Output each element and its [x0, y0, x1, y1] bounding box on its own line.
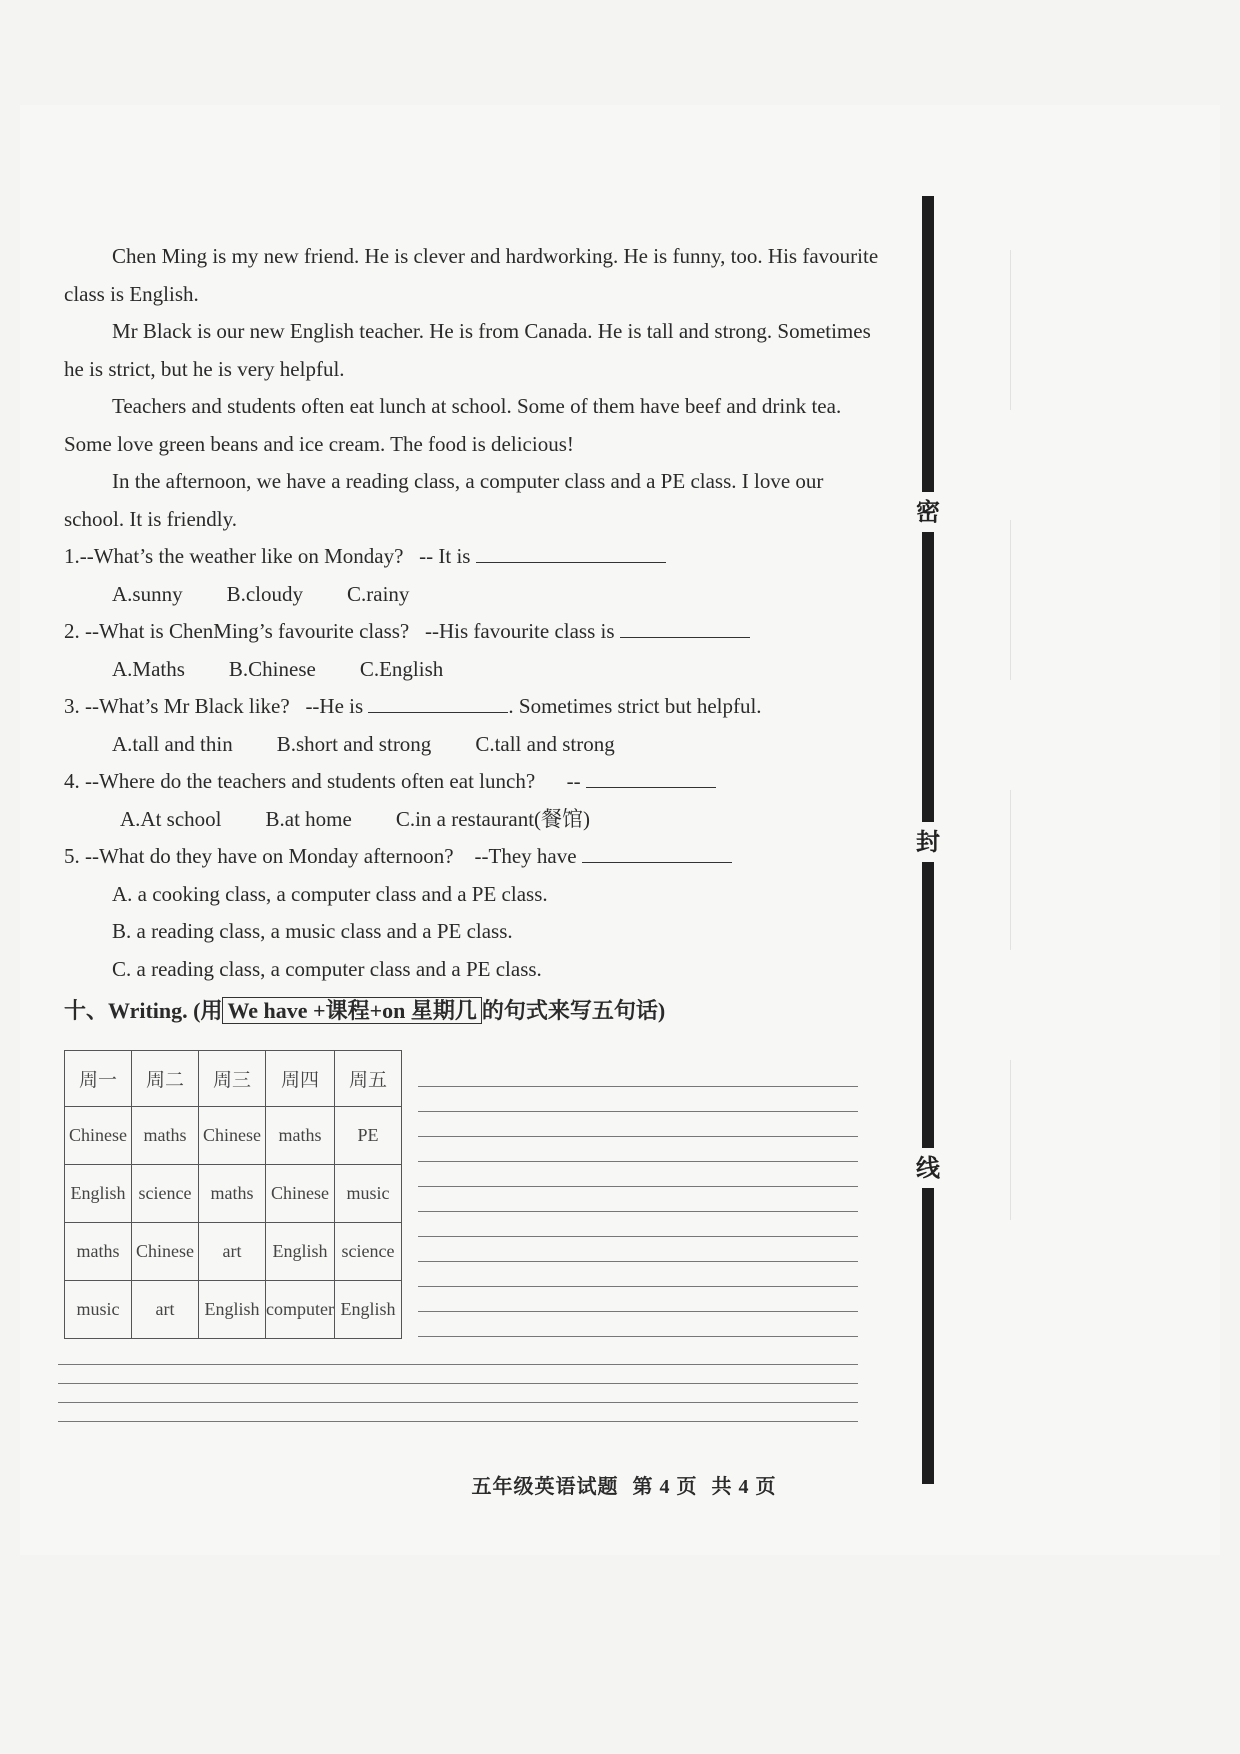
schedule-cell: English — [334, 1281, 401, 1339]
answer-suffix: . Sometimes strict but helpful. — [508, 694, 762, 718]
schedule-cell: music — [334, 1165, 401, 1223]
question-text: 3. --What’s Mr Black like? — [64, 694, 290, 718]
option[interactable]: A.At school — [120, 806, 222, 831]
option[interactable]: A.Maths — [112, 656, 185, 681]
binding-label-mi: 密 — [908, 492, 948, 532]
writing-heading — [64, 992, 884, 1030]
writing-line[interactable] — [418, 1062, 858, 1087]
question-text: 2. --What is ChenMing’s favourite class? — [64, 619, 410, 643]
schedule-cell: Chinese — [132, 1223, 199, 1281]
schedule-cell: maths — [266, 1107, 335, 1165]
margin-guide — [1000, 1060, 1011, 1220]
footer-title: 五年级英语试题 — [471, 1476, 619, 1498]
option[interactable]: C.English — [359, 656, 444, 681]
answer-prompt: --He is — [305, 694, 364, 718]
writing-line[interactable] — [418, 1087, 858, 1112]
schedule-table — [64, 1050, 402, 1339]
answer-blank[interactable] — [368, 688, 508, 713]
day-header: 周三 — [199, 1051, 266, 1107]
writing-line[interactable] — [58, 1384, 858, 1403]
day-header: 周一 — [65, 1051, 132, 1107]
writing-line[interactable] — [58, 1346, 858, 1365]
option[interactable]: B.short and strong — [276, 731, 432, 756]
binding-label-xian: 线 — [908, 1148, 948, 1188]
margin-guide — [1000, 520, 1011, 680]
question-text: 1.--What’s the weather like on Monday? — [64, 544, 404, 568]
schedule-cell: music — [65, 1281, 132, 1339]
question-5 — [64, 838, 884, 876]
margin-guide — [1000, 790, 1011, 950]
writing-line[interactable] — [418, 1112, 858, 1137]
writing-line[interactable] — [418, 1237, 858, 1262]
answer-blank[interactable] — [620, 613, 750, 638]
schedule-row — [65, 1165, 402, 1223]
option[interactable]: A.sunny — [112, 581, 183, 606]
option[interactable]: C.rainy — [347, 581, 410, 606]
question-4 — [64, 763, 884, 801]
writing-prefix: 十、Writing. (用 — [64, 998, 223, 1023]
answer-prompt: --They have — [474, 844, 577, 868]
schedule-cell: Chinese — [266, 1165, 335, 1223]
schedule-cell: English — [266, 1223, 335, 1281]
schedule-cell: science — [132, 1165, 199, 1223]
question-text: 5. --What do they have on Monday afternoon? — [64, 844, 454, 868]
option[interactable]: C. a reading class, a computer class and a PE class. — [112, 956, 542, 981]
schedule-cell: computer — [266, 1281, 335, 1339]
writing-line[interactable] — [418, 1137, 858, 1162]
option[interactable]: B.Chinese — [228, 656, 316, 681]
answer-blank[interactable] — [476, 538, 666, 563]
question-1 — [64, 538, 884, 576]
answer-prompt: -- — [566, 769, 581, 793]
writing-line[interactable] — [418, 1212, 858, 1237]
writing-line[interactable] — [418, 1287, 858, 1312]
options-3 — [64, 726, 884, 764]
schedule-cell: PE — [334, 1107, 401, 1165]
question-text: 4. --Where do the teachers and students often eat lunch? — [64, 769, 536, 793]
schedule-cell: English — [199, 1281, 266, 1339]
option[interactable]: A.tall and thin — [112, 731, 233, 756]
schedule-cell: maths — [199, 1165, 266, 1223]
writing-line[interactable] — [418, 1162, 858, 1187]
options-1 — [64, 576, 884, 614]
writing-line[interactable] — [418, 1187, 858, 1212]
schedule-cell: Chinese — [65, 1107, 132, 1165]
option[interactable]: C.tall and strong — [475, 731, 615, 756]
margin-guide — [1000, 250, 1011, 410]
option[interactable]: C.in a restaurant(餐馆) — [395, 806, 591, 831]
schedule-row — [65, 1107, 402, 1165]
options-4 — [64, 801, 884, 839]
schedule-cell: English — [65, 1165, 132, 1223]
writing-pattern-box: We have +课程+on 星期几 — [222, 997, 481, 1024]
reading-section — [64, 238, 884, 1030]
schedule-cell: Chinese — [199, 1107, 266, 1165]
options-5 — [64, 876, 884, 989]
writing-suffix: 的句式来写五句话) — [481, 998, 666, 1023]
writing-lines-bottom[interactable] — [58, 1346, 858, 1422]
day-header: 周二 — [132, 1051, 199, 1107]
binding-label-feng: 封 — [908, 822, 948, 862]
schedule-row — [65, 1223, 402, 1281]
answer-prompt: -- It is — [419, 544, 471, 568]
schedule-cell: maths — [132, 1107, 199, 1165]
option[interactable]: A. a cooking class, a computer class and a PE class. — [112, 881, 548, 906]
footer-page-number: 第 4 页 — [632, 1476, 698, 1498]
option[interactable]: B.cloudy — [226, 581, 304, 606]
writing-line[interactable] — [418, 1312, 858, 1337]
passage-paragraph: Teachers and students often eat lunch at school. Some of them have beef and drink tea. Some love green beans and ice cream. The food is delicious! — [64, 394, 842, 456]
answer-blank[interactable] — [586, 763, 716, 788]
answer-prompt: --His favourite class is — [425, 619, 615, 643]
passage-paragraph: Mr Black is our new English teacher. He is from Canada. He is tall and strong. Sometimes he is strict, but he is very helpful. — [64, 319, 871, 381]
schedule-cell: art — [132, 1281, 199, 1339]
answer-blank[interactable] — [582, 838, 732, 863]
question-3 — [64, 688, 884, 726]
schedule-row — [65, 1281, 402, 1339]
question-2 — [64, 613, 884, 651]
day-header: 周四 — [266, 1051, 335, 1107]
passage-paragraph: In the afternoon, we have a reading class, a computer class and a PE class. I love our school. It is friendly. — [64, 469, 824, 531]
schedule-cell: science — [334, 1223, 401, 1281]
option[interactable]: B.at home — [265, 806, 352, 831]
options-2 — [64, 651, 884, 689]
page-footer — [0, 1470, 1240, 1499]
writing-line[interactable] — [418, 1262, 858, 1287]
schedule-cell: art — [199, 1223, 266, 1281]
writing-line[interactable] — [58, 1365, 858, 1384]
footer-total-pages: 共 4 页 — [711, 1476, 777, 1498]
option[interactable]: B. a reading class, a music class and a PE class. — [112, 919, 513, 943]
writing-line[interactable] — [58, 1403, 858, 1422]
writing-lines[interactable] — [418, 1062, 858, 1337]
day-header: 周五 — [334, 1051, 401, 1107]
schedule-cell: maths — [65, 1223, 132, 1281]
schedule-header-row — [65, 1051, 402, 1107]
passage-paragraph: Chen Ming is my new friend. He is clever and hardworking. He is funny, too. His favourite class is English. — [64, 244, 879, 306]
